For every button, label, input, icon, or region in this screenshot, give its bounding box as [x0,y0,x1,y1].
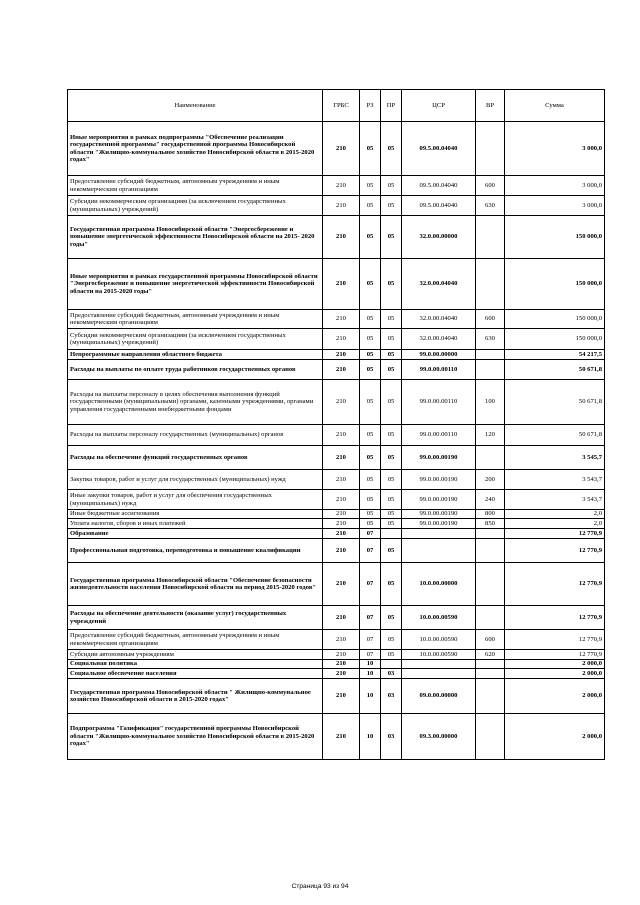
cell-pr: 05 [381,360,402,380]
cell-name: Подпрограмма "Газификация" государственной программы Новосибирской области "Жилищно-коммунальное хозяйство Новосибирской области в 2015-2020 годах" [68,714,323,760]
cell-grbs: 210 [323,329,360,350]
cell-grbs: 210 [323,176,360,196]
cell-sum: 2,0 [505,510,605,519]
cell-csr: 99.0.00.00190 [402,510,476,519]
table-row [68,650,605,660]
cell-name: Иные закупки товаров, работ и услуг для обеспечения государственных (муниципальных) нужд [68,490,323,510]
cell-rz: 10 [360,660,381,669]
cell-name: Образование [68,529,323,539]
cell-rz: 05 [360,196,381,216]
cell-sum: 12 770,9 [505,630,605,650]
cell-vr: 630 [476,329,505,350]
cell-name: Иные бюджетные ассигнования [68,510,323,519]
cell-sum: 2,0 [505,519,605,529]
cell-rz: 05 [360,519,381,529]
cell-csr: 09.3.00.00000 [402,714,476,760]
cell-csr: 99.0.00.00190 [402,446,476,470]
cell-grbs: 210 [323,360,360,380]
header-grbs: ГРБС [323,90,360,122]
cell-csr: 10.0.00.00000 [402,563,476,606]
cell-pr: 05 [381,563,402,606]
cell-vr: 200 [476,470,505,490]
cell-name: Социальная политика [68,660,323,669]
table-row [68,122,605,176]
cell-name: Иные мероприятия в рамках подпрограммы "Обеспечение реализации государственной программы" государственной программы Новосибирской области "Жилищно-коммунальное хозяйство Новосибирской области в 2015-2020 годах" [68,122,323,176]
table-row [68,490,605,510]
cell-csr [402,529,476,539]
cell-grbs: 210 [323,563,360,606]
cell-name: Непрограммные направления областного бюджета [68,350,323,360]
cell-name: Государственная программа Новосибирской области "Обеспечение безопасности жизнедеятельности населения Новосибирской области на период 2015-2020 годов" [68,563,323,606]
cell-vr [476,606,505,630]
cell-grbs: 210 [323,539,360,563]
cell-pr: 05 [381,606,402,630]
cell-grbs: 210 [323,350,360,360]
cell-csr: 99.0.00.00190 [402,490,476,510]
cell-sum: 12 770,9 [505,529,605,539]
cell-vr: 800 [476,510,505,519]
cell-rz: 07 [360,650,381,660]
cell-csr: 32.0.00.04040 [402,329,476,350]
cell-sum: 3 000,0 [505,122,605,176]
header-rz: РЗ [360,90,381,122]
cell-csr: 10.0.00.00590 [402,630,476,650]
table-row [68,510,605,519]
table-row [68,714,605,760]
cell-pr: 05 [381,425,402,446]
cell-vr: 100 [476,380,505,425]
cell-name: Расходы на выплаты персоналу в целях обеспечения выполнения функций государственными (муниципальными) органами, казенными учреждениями, органами управления государственными внебюджетными фондами [68,380,323,425]
cell-csr: 09.5.00.04040 [402,122,476,176]
cell-name: Предоставление субсидий бюджетным, автономным учреждениям и иным некоммерческим организациям [68,176,323,196]
cell-sum: 2 000,0 [505,660,605,669]
table-row [68,679,605,714]
cell-sum: 12 770,9 [505,650,605,660]
cell-vr: 600 [476,630,505,650]
cell-rz: 05 [360,425,381,446]
cell-vr [476,259,505,310]
cell-grbs: 210 [323,510,360,519]
cell-csr: 32.0.00.00000 [402,216,476,259]
cell-grbs: 210 [323,660,360,669]
cell-csr: 99.0.00.00110 [402,425,476,446]
cell-rz: 05 [360,259,381,310]
cell-sum: 50 671,8 [505,380,605,425]
cell-name: Государственная программа Новосибирской области " Жилищно-коммунальное хозяйство Новосибирской области в 2015-2020 годах" [68,679,323,714]
cell-rz: 05 [360,380,381,425]
cell-pr: 05 [381,259,402,310]
cell-rz: 07 [360,606,381,630]
cell-sum: 12 770,9 [505,539,605,563]
table-row [68,446,605,470]
cell-rz: 07 [360,563,381,606]
cell-csr: 32.0.00.04040 [402,310,476,329]
cell-grbs: 210 [323,216,360,259]
table-row [68,519,605,529]
cell-csr: 99.0.00.00110 [402,360,476,380]
cell-pr: 05 [381,539,402,563]
cell-sum: 3 000,0 [505,176,605,196]
cell-vr: 600 [476,176,505,196]
cell-vr [476,669,505,679]
table-row [68,563,605,606]
cell-csr: 32.0.00.04040 [402,259,476,310]
cell-csr: 99.0.00.00110 [402,380,476,425]
table-row [68,529,605,539]
cell-vr [476,539,505,563]
table-row [68,259,605,310]
cell-sum: 2 000,0 [505,669,605,679]
cell-rz: 05 [360,329,381,350]
header-csr: ЦСР [402,90,476,122]
cell-grbs: 210 [323,669,360,679]
cell-name: Закупка товаров, работ и услуг для государственных (муниципальных) нужд [68,470,323,490]
cell-vr: 600 [476,310,505,329]
cell-vr [476,679,505,714]
cell-vr [476,350,505,360]
table-row [68,539,605,563]
cell-csr: 99.0.00.00190 [402,519,476,529]
cell-pr: 05 [381,630,402,650]
budget-table [67,89,605,760]
cell-vr [476,122,505,176]
cell-pr: 05 [381,650,402,660]
cell-rz: 05 [360,360,381,380]
cell-sum: 54 217,5 [505,350,605,360]
cell-name: Государственная программа Новосибирской области "Энергосбережение и повышение энергетической эффективности Новосибирской области на 2015- 2020 годы" [68,216,323,259]
cell-rz: 05 [360,470,381,490]
cell-sum: 3 543,7 [505,490,605,510]
cell-pr: 05 [381,519,402,529]
cell-csr: 09.5.00.04040 [402,176,476,196]
cell-vr: 620 [476,650,505,660]
table-row [68,669,605,679]
cell-rz: 05 [360,122,381,176]
cell-rz: 10 [360,714,381,760]
cell-vr [476,360,505,380]
cell-grbs: 210 [323,259,360,310]
header-vr: ВР [476,90,505,122]
cell-rz: 05 [360,490,381,510]
cell-grbs: 210 [323,679,360,714]
cell-name: Предоставление субсидий бюджетным, автономным учреждениям и иным некоммерческим организациям [68,310,323,329]
header-pr: ПР [381,90,402,122]
table-body [68,122,605,760]
cell-pr [381,660,402,669]
cell-csr: 10.0.00.00590 [402,606,476,630]
cell-vr [476,529,505,539]
cell-vr: 630 [476,196,505,216]
header-sum: Сумма [505,90,605,122]
cell-csr: 10.0.00.00590 [402,650,476,660]
cell-pr: 05 [381,216,402,259]
cell-name: Расходы на выплаты персоналу государственных (муниципальных) органов [68,425,323,446]
table-header-row [68,90,605,122]
table-row [68,310,605,329]
table-row [68,470,605,490]
table-row [68,360,605,380]
cell-rz: 10 [360,669,381,679]
cell-pr: 03 [381,714,402,760]
cell-rz: 05 [360,216,381,259]
cell-rz: 07 [360,539,381,563]
cell-pr: 05 [381,350,402,360]
cell-pr: 05 [381,196,402,216]
cell-vr [476,714,505,760]
cell-sum: 12 770,9 [505,606,605,630]
cell-csr: 09.0.00.00000 [402,679,476,714]
cell-pr: 05 [381,329,402,350]
cell-pr: 05 [381,380,402,425]
cell-sum: 150 000,0 [505,259,605,310]
cell-sum: 2 000,0 [505,714,605,760]
cell-pr: 05 [381,310,402,329]
cell-csr: 09.5.00.04040 [402,196,476,216]
cell-name: Иные мероприятия в рамках государственной программы Новосибирской области "Энергосбережение и повышение энергетической эффективности Новосибирской области на 2015-2020 годы" [68,259,323,310]
cell-name: Субсидии некоммерческим организациям (за исключением государственных (муниципальных) учреждений) [68,196,323,216]
table-row [68,329,605,350]
cell-name: Профессиональная подготовка, переподготовка и повышение квалификации [68,539,323,563]
cell-rz: 05 [360,446,381,470]
cell-pr: 05 [381,510,402,519]
header-name: Наименование [68,90,323,122]
table-row [68,380,605,425]
cell-rz: 05 [360,310,381,329]
cell-pr: 03 [381,679,402,714]
cell-sum: 3 000,0 [505,196,605,216]
cell-pr: 05 [381,176,402,196]
table-row [68,216,605,259]
page-number: Страница 93 из 94 [291,883,349,890]
cell-sum: 150 000,0 [505,329,605,350]
cell-vr [476,216,505,259]
cell-grbs: 210 [323,470,360,490]
cell-pr: 05 [381,470,402,490]
cell-name: Предоставление субсидий бюджетным, автономным учреждениям и иным некоммерческим организациям [68,630,323,650]
table-row [68,176,605,196]
cell-grbs: 210 [323,310,360,329]
cell-grbs: 210 [323,122,360,176]
cell-csr: 99.0.00.00190 [402,470,476,490]
cell-sum: 2 000,0 [505,679,605,714]
table-row [68,196,605,216]
cell-sum: 3 543,7 [505,470,605,490]
cell-rz: 05 [360,510,381,519]
cell-vr: 850 [476,519,505,529]
table-row [68,630,605,650]
cell-sum: 150 000,0 [505,310,605,329]
budget-table-container [67,89,604,760]
cell-name: Расходы на обеспечение деятельности (оказание услуг) государственных учреждений [68,606,323,630]
cell-sum: 50 671,8 [505,360,605,380]
cell-csr [402,539,476,563]
cell-vr: 240 [476,490,505,510]
cell-grbs: 210 [323,519,360,529]
cell-vr: 120 [476,425,505,446]
cell-csr: 99.0.00.00000 [402,350,476,360]
cell-pr: 05 [381,490,402,510]
cell-grbs: 210 [323,196,360,216]
cell-name: Субсидии некоммерческим организациям (за исключением государственных (муниципальных) учреждений) [68,329,323,350]
cell-grbs: 210 [323,606,360,630]
cell-pr [381,529,402,539]
table-row [68,350,605,360]
cell-grbs: 210 [323,714,360,760]
cell-rz: 05 [360,176,381,196]
table-row [68,425,605,446]
cell-sum: 12 770,9 [505,563,605,606]
cell-rz: 07 [360,630,381,650]
cell-pr: 05 [381,122,402,176]
cell-csr [402,660,476,669]
cell-grbs: 210 [323,650,360,660]
cell-name: Расходы на обеспечение функций государственных органов [68,446,323,470]
cell-pr: 03 [381,669,402,679]
cell-grbs: 210 [323,630,360,650]
cell-sum: 3 545,7 [505,446,605,470]
cell-name: Уплата налогов, сборов и иных платежей [68,519,323,529]
cell-pr: 05 [381,446,402,470]
cell-vr [476,660,505,669]
cell-rz: 10 [360,679,381,714]
cell-rz: 07 [360,529,381,539]
cell-name: Социальное обеспечение населения [68,669,323,679]
cell-grbs: 210 [323,446,360,470]
cell-sum: 50 671,8 [505,425,605,446]
cell-csr [402,669,476,679]
cell-grbs: 210 [323,529,360,539]
cell-name: Субсидии автономным учреждениям [68,650,323,660]
cell-rz: 05 [360,350,381,360]
cell-vr [476,563,505,606]
cell-grbs: 210 [323,490,360,510]
cell-name: Расходы на выплаты по оплате труда работников государственных органов [68,360,323,380]
table-row [68,660,605,669]
cell-vr [476,446,505,470]
table-row [68,606,605,630]
cell-grbs: 210 [323,380,360,425]
cell-sum: 150 000,0 [505,216,605,259]
cell-grbs: 210 [323,425,360,446]
